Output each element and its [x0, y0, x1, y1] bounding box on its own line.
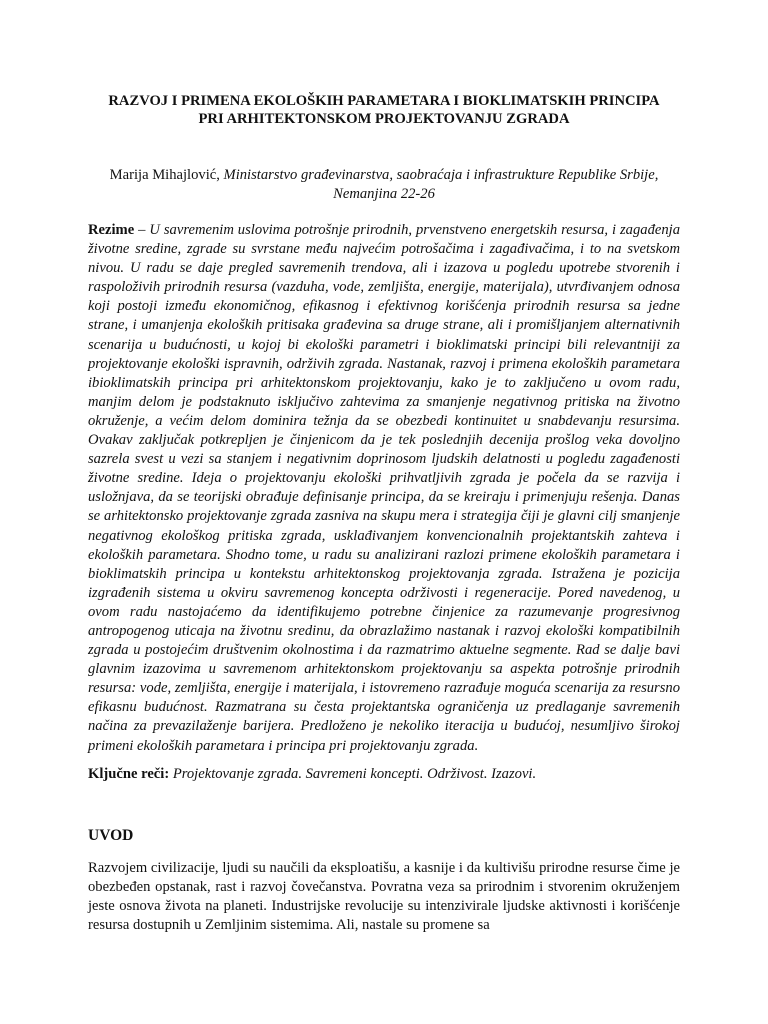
keywords — [88, 765, 680, 784]
abstract — [88, 221, 680, 756]
keywords-label: Ključne reči: — [88, 765, 170, 782]
paper-title — [88, 92, 680, 128]
keywords-text: Projektovanje zgrada. Savremeni koncepti. Održivost. Izazovi. — [169, 765, 537, 782]
paper-title-line-2: PRI ARHITEKTONSKOM PROJEKTOVANJU ZGRADA — [198, 111, 570, 127]
intro-paragraph: Razvojem civilizacije, ljudi su naučili da eksploatišu, a kasnije i da kultivišu prirodne resurse čime je obezbeđen opstanak, rast i razvoj čovečanstva. Povratna veza sa prirodnim i stvorenim okruženjem jeste osnova života na planeti. Industrijske revolucije su intenzivirale ljudske aktivnosti i korišćenje resursa dostupnih u Zemljinim sistemima. Ali, nastale su promene sa — [88, 859, 680, 933]
author-block — [88, 166, 680, 204]
author-name: Marija Mihajlović, — [109, 167, 220, 183]
abstract-text: – U savremenim uslovima potrošnje prirodnih, prvenstveno energetskih resursa, i zagađenja životne sredine, zgrade su svrstane među najvećim potrošačima i zagađivačima, i to na svetskom nivou. U radu se daje pregled savremenih trendova, ali i izazova u pogledu upotrebe stvorenih i raspoloživih prirodnih resursa (vazduha, vode, zemljišta, energije, materijala), utvrđivanjem odnosa koji postoji između ekonomičnog, efikasnog i efektivnog korišćenja prirodnih resursa sa jedne strane, i umanjenja ekoloških pritisaka građevina sa druge strane, ali i promišljanjem alternativnih scenarija u budućnosti, u kojoj bi ekološki parametri i bioklimatski principi bili relevantniji za projektovanje ekološki ispravnih, održivih zgrada. Nastanak, razvoj i primena ekoloških parametara ibioklimatskih principa pri arhitektonskom projektovanju, kako je to zaključeno u ovom radu, manjim delom je podstaknuto isključivo zahtevima za smanjenje negativnog pritiska na životno okruženje, a većim delom dominira težnja da se obezbedi kontinuitet u snabdevanju resursima. Ovakav zaključak potkrepljen je činjenicom da je tek poslednjih decenija prošlog veka dovoljno sazrela svest u vezi sa stanjem i negativnim doprinosom ljudskih delatnosti u pogledu zagađenosti životne sredine. Ideja o projektovanju ekološki prihvatljivih zgrada je počela da se razvija i usložnjava, da se teorijski obrađuje definisanje principa, da se kreiraju i primenjuju rešenja. Danas se arhitektonsko projektovanje zgrada zasniva na skupu mera i strategija čiji je glavni cilj smanjenje negativnog ekološkog pritiska zgrada, usklađivanjem konvencionalnih projektantskih zahteva i ekoloških parametara. Shodno tome, u radu su analizirani razlozi primene ekoloških parametara i bioklimatskih principa u kontekstu arhitektonskog projektovanja zgrada. Istražena je pozicija izgrađenih sistema u okviru savremenog koncepta održivosti i regeneracije. Pored navedenog, u ovom radu nastojaćemo da identifikujemo potrebne činjenice za razumevanje progresivnog antropogenog uticaja na životnu sredinu, da obrazlažimo nastanak i razvoj ekološki kompatibilnih zgrada u postojećim društvenim okolnostima i da razmatrimo aktuelne segmente. Rad se dalje bavi glavnim izazovima u savremenom arhitektonskom projektovanju sa aspekta potrošnje prirodnih resursa: vode, zemljišta, energije i materijala, i istovremeno razrađuje moguća scenarija za resursno efikasnu budućnost. Razmatrana su česta projektantska ograničenja uz predlaganje savremenih načina za prevazilaženje barijera. Predloženo je nekoliko iteracija u budućoj, nesumljivo širokoj primeni ekoloških parametara i principa pri projektovanju zgrada. — [88, 222, 680, 754]
section-heading-uvod: UVOD — [88, 826, 134, 844]
paper-title-line-1: RAZVOJ I PRIMENA EKOLOŠKIH PARAMETARA I BIOKLIMATSKIH PRINCIPA — [108, 93, 660, 109]
author-affiliation: Ministarstvo građevinarstva, saobraćaja i infrastrukture Republike Srbije, Nemanjina 22-26 — [223, 167, 659, 202]
abstract-label: Rezime — [88, 222, 135, 238]
